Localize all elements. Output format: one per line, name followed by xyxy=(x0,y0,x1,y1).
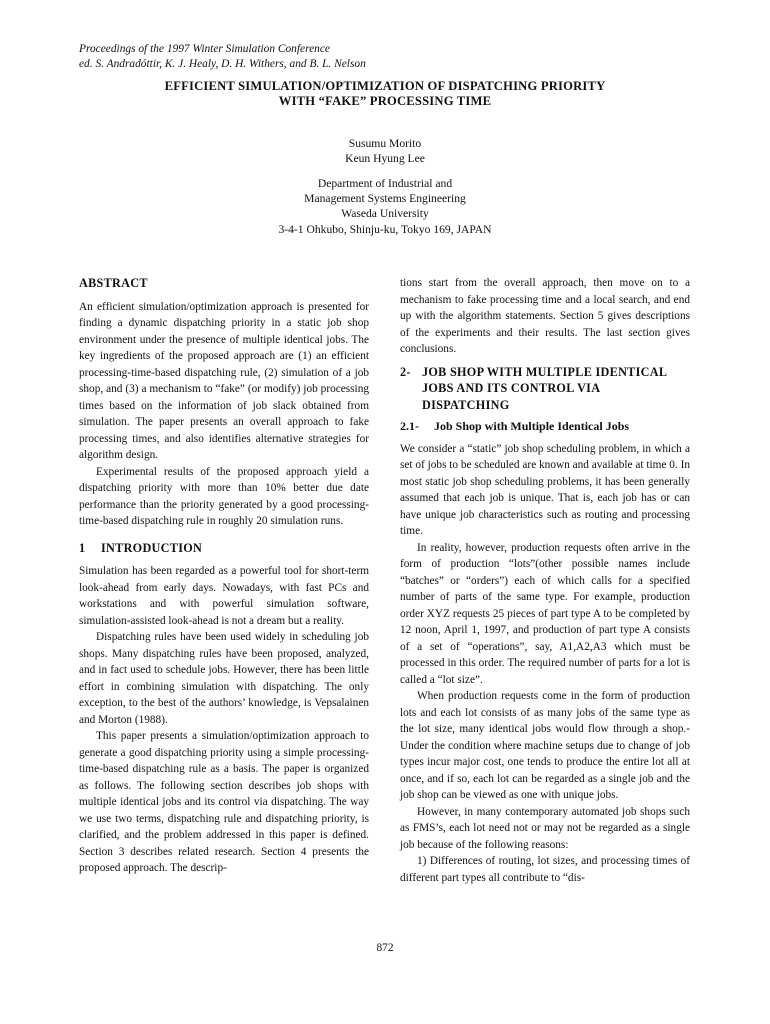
section-2-title: JOB SHOP WITH MULTIPLE IDENTICAL JOBS AND ITS CONTROL VIA DISPATCHING xyxy=(422,364,667,412)
section-2-1-paragraph-4: However, in many contemporary automated job shops such as FMS’s, each lot need not or may not be regarded as a single job because of the following reasons: xyxy=(400,805,690,851)
section-2-1-paragraph-5: 1) Differences of routing, lot sizes, and processing times of different part types all contribute to “dis- xyxy=(400,855,690,884)
paper-title xyxy=(0,79,770,109)
affiliation-line-4: 3-4-1 Ohkubo, Shinju-ku, Tokyo 169, JAPAN xyxy=(278,222,492,236)
intro-paragraph-3: This paper presents a simulation/optimization approach to generate a good dispatching priority using a simple processing-time-based dispatching rule as a basis. The paper is organized as follows. The following section describes job shops with multiple identical jobs and its control via dispatching. The way we use two terms, dispatching rule and dispatching priority, is clarified, and the problem addressed in this paper is defined. Section 3 describes related research. Section 4 presents the proposed approach. The descrip- xyxy=(79,730,369,874)
section-2-1-paragraph-3: When production requests come in the form of production lots and each lot consists of as many jobs of the same type as the lot size, many identical jobs would flow through a shop.- Under the condition where machine setups due to change of job types incur major cost, one tends to produce the entire lot all at once, and if so, each lot can be regarded as a single job and the job shop can be viewed as one with unique jobs. xyxy=(400,690,690,801)
abstract-heading: ABSTRACT xyxy=(79,276,148,290)
title-line-1: EFFICIENT SIMULATION/OPTIMIZATION OF DISPATCHING PRIORITY xyxy=(164,79,606,93)
section-1-number: 1 xyxy=(79,540,86,555)
affiliation-line-3: Waseda University xyxy=(341,207,429,221)
affiliation-line-1: Department of Industrial and xyxy=(317,177,453,190)
author-1: Susumu Morito xyxy=(348,137,422,150)
section-1-heading xyxy=(79,540,369,557)
title-line-2: WITH “FAKE” PROCESSING TIME xyxy=(278,94,492,108)
authors xyxy=(0,136,770,166)
section-2-1-paragraph-2: In reality, however, production requests often arrive in the form of production “lots”(other possible names include “batches” or “orders”) each of which calls for a specified number of parts of the same type. For example, production order XYZ requests 25 pieces of part type A to be completed by 12 noon, April 1, 1997, and production of part type A consists of a set of “operations”, say, A1,A2,A3 which must be processed in this order. The required number of parts for a lot is called a “lot size”. xyxy=(400,541,690,686)
section-1-title: INTRODUCTION xyxy=(101,540,203,555)
page-number: 872 xyxy=(376,942,394,954)
abstract-paragraph-1: An efficient simulation/optimization approach is presented for finding a dynamic dispatching priority in a static job shop environment under the presence of multiple identical jobs. The key ingredients of the proposed approach are (1) an efficient processing-time-based dispatching rule, (2) simulation of a job shop, and (3) a mechanism to “fake” (or modify) job processing times based on the information of job slack obtained from simulation. The paper presents an overall approach to fake processing times, and also identifies alternative strategies for algorithm design. xyxy=(79,300,369,461)
section-2-heading xyxy=(400,364,690,414)
header-line-1: Proceedings of the 1997 Winter Simulation Conference xyxy=(79,43,330,55)
right-column xyxy=(400,275,690,886)
affiliation xyxy=(0,176,770,237)
section-2-1-paragraph-1: We consider a “static” job shop scheduling problem, in which a set of jobs to be scheduled are known and available at time 0. In most static job shop scheduling problems, it has been generally assumed that each job is unique. That is, each job has or can have unique job characteristics such as routing and processing time. xyxy=(400,442,690,537)
right-paragraph-0: tions start from the overall approach, then move on to a mechanism to fake processing time and a local search, and end up with the algorithm statements. Section 5 gives descriptions of the experiments and their results. The last section gives conclusions. xyxy=(400,277,690,355)
affiliation-line-2: Management Systems Engineering xyxy=(304,192,466,206)
section-2-number: 2- xyxy=(400,364,411,379)
section-2-1-title: Job Shop with Multiple Identical Jobs xyxy=(434,419,630,433)
intro-paragraph-2: Dispatching rules have been used widely in scheduling job shops. Many dispatching rules have been proposed, analyzed, and in fact used to schedule jobs. However, there has been little effort in combining simulation with dispatching. The only exception, to the best of the authors’ knowledge, is Vepsalainen and Morton (1988). xyxy=(79,631,369,726)
proceedings-header xyxy=(79,42,366,72)
intro-paragraph-1: Simulation has been regarded as a powerful tool for short-term look-ahead from early days. Nowadays, with fast PCs and workstations and with powerful simulation software, simulation-assisted look-ahead is not a dream but a reality. xyxy=(79,565,369,627)
author-2: Keun Hyung Lee xyxy=(345,152,425,166)
abstract-paragraph-2: Experimental results of the proposed approach yield a dispatching priority with more than 10% better due date performance than the priority generated by a good processing-time-based dispatching rule in roughly 20 simulation runs. xyxy=(79,465,369,527)
section-2-1-heading xyxy=(400,418,690,435)
header-line-2: ed. S. Andradóttir, K. J. Healy, D. H. Withers, and B. L. Nelson xyxy=(79,58,366,70)
left-column xyxy=(79,275,369,877)
section-2-1-number: 2.1- xyxy=(400,419,419,433)
